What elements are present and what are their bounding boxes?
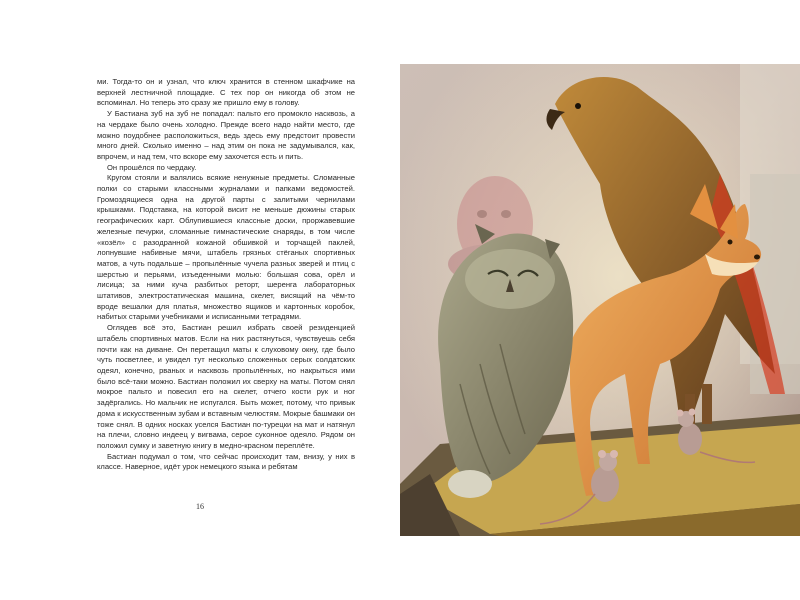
paragraph: Оглядев всё это, Бастиан решил избрать своей резиденцией штабель спортивных матов. Если на них растянуться, чувствуешь себя почти как на диване. Он перетащил маты к слуховому окну, где было чуть посветлее, и увидел тут несколько сложенных серых солдатских одеял, конечно, рваных и насквозь пропылённых, но накрыться ими было всё-таки можно. Бастиан положил их сверху на маты. Потом снял мокрое пальто и повесил его на скелет, отчего кости рук и ног задёргались. Но мальчик не испугался. Быть может, потому, что привык дома к искусственным зубам и вставным челюстям. Мокрые башмаки он тоже снял. В одних носках уселся Бастиан по-турецки на мат и натянул на плечи, словно индеец у вигвама, серое суконное одеяло. Рядом он положил сумку и заветную книгу в медно-красном переплёте. — [97, 323, 355, 450]
paragraph: У Бастиана зуб на зуб не попадал: пальто его промокло насквозь, а на чердаке было очень холодно. Прежде всего надо найти место, где можно поудобнее расположиться, ведь здесь ему предстоит провести много дней. Сколько именно – над этим он пока не задумывался, как, впрочем, и над тем, что вскоре ему захочется есть и пить. — [97, 109, 355, 161]
page-number: 16 — [196, 502, 204, 511]
paragraph: Кругом стояли и валялись всякие ненужные предметы. Сломанные полки со старыми классными журналами и папками ведомостей. Громоздящиеся одна на другой парты с залитыми чернилами крышками. Подставка, на которой висит не меньше дюжины старых географических карт. Облупившиеся классные доски, проржавевшие железные печурки, сломанные гимнастические снаряды, в том числе «козёл» с разодранной кожаной обшивкой и торчащей паклей, лопнувшие набивные мячи, штабель грязных стёганых спортивных матов, а чуть подальше – пропылённые чучела разных зверей и птиц с шерстью и перьями, изъеденными молью: большая сова, орёл и лисица; за ними куча разбитых реторт, шеренга лабораторных штативов, электростатическая машина, скелет, висящий на чём-то вроде вешалки для платья, множество ящиков и картонных коробок, набитых старыми учебниками и исписанными тетрадями. — [97, 173, 355, 322]
paragraph: ми. Тогда-то он и узнал, что ключ хранится в стенном шкафчике на верхней лестничной площадке. С тех пор он никогда об этом не вспоминал. Но теперь это сразу же пришло ему в голову. — [97, 77, 355, 108]
illustration — [400, 64, 800, 536]
paragraph: Он прошёлся по чердаку. — [107, 162, 197, 172]
body-text — [97, 77, 355, 473]
painting-svg — [400, 64, 800, 536]
paragraph: Бастиан подумал о том, что сейчас происходит там, внизу, у них в классе. Наверное, идёт урок немецкого языка и ребятам — [97, 451, 355, 472]
